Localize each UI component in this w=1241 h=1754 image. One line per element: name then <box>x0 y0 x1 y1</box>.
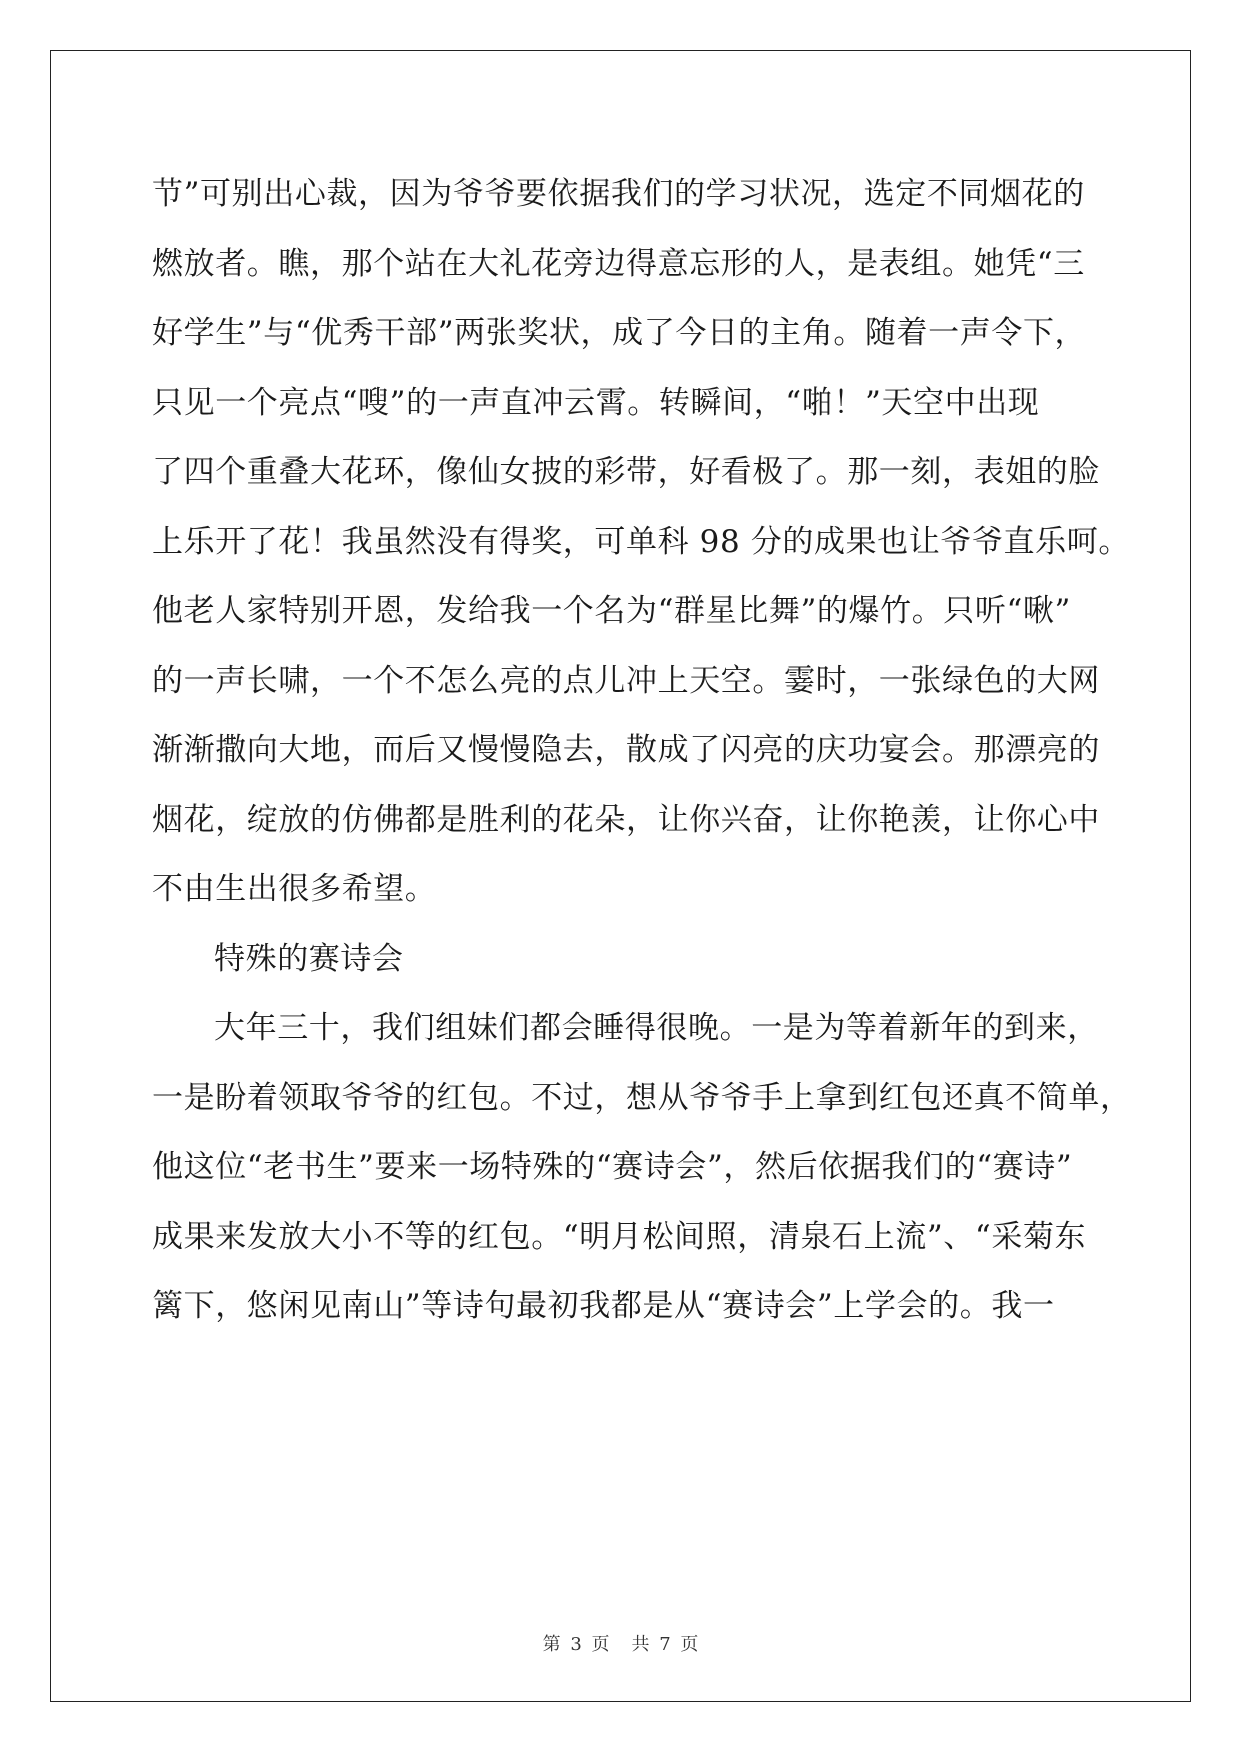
text-line: 好学生”与“优秀干部”两张奖状，成了今日的主角。随着一声令下， <box>152 315 1087 351</box>
text-line: 一是盼着领取爷爷的红包。不过，想从爷爷手上拿到红包还真不简单， <box>152 1079 1132 1116</box>
text-line: 渐渐撒向大地，而后又慢慢隐去，散成了闪亮的庆功宴会。那漂亮的 <box>152 732 1100 768</box>
page-total: 共 7 页 <box>631 1634 699 1655</box>
text-line: 只见一个亮点“嗖”的一声直冲云霄。转瞬间，“啪！”天空中出现 <box>152 384 1040 421</box>
text-line: 燃放者。瞧，那个站在大礼花旁边得意忘形的人，是表组。她凭“三 <box>152 245 1085 282</box>
text-line: 上乐开了花！我虽然没有得奖，可单科 98 分的成果也让爷爷直乐呵。 <box>152 523 1130 560</box>
text-line: 他这位“老书生”要来一场特殊的“赛诗会”，然后依据我们的“赛诗” <box>152 1149 1073 1185</box>
text-line: 篱下，悠闲见南山”等诗句最初我都是从“赛诗会”上学会的。我一 <box>152 1288 1055 1324</box>
document-body <box>152 160 1132 1342</box>
text-line: 不由生出很多希望。 <box>152 871 437 907</box>
page-footer <box>0 1630 1241 1656</box>
text-line: 了四个重叠大花环，像仙女披的彩带，好看极了。那一刻，表姐的脸 <box>152 454 1100 490</box>
text-line: 的一声长啸，一个不怎么亮的点儿冲上天空。霎时，一张绿色的大网 <box>152 662 1100 699</box>
text-line: 大年三十，我们组妹们都会睡得很晚。一是为等着新年的到来， <box>214 1010 1099 1046</box>
section-heading: 特殊的赛诗会 <box>214 940 404 977</box>
text-line: 他老人家特别开恩，发给我一个名为“群星比舞”的爆竹。只听“啾” <box>152 593 1071 629</box>
text-line: 成果来发放大小不等的红包。“明月松间照，清泉石上流”、“采菊东 <box>152 1218 1087 1255</box>
text-line: 节”可别出心裁，因为爷爷要依据我们的学习状况，选定不同烟花的 <box>152 176 1085 212</box>
page-number: 第 3 页 <box>542 1634 610 1655</box>
text-line: 烟花，绽放的仿佛都是胜利的花朵，让你兴奋，让你艳羡，让你心中 <box>152 801 1100 838</box>
